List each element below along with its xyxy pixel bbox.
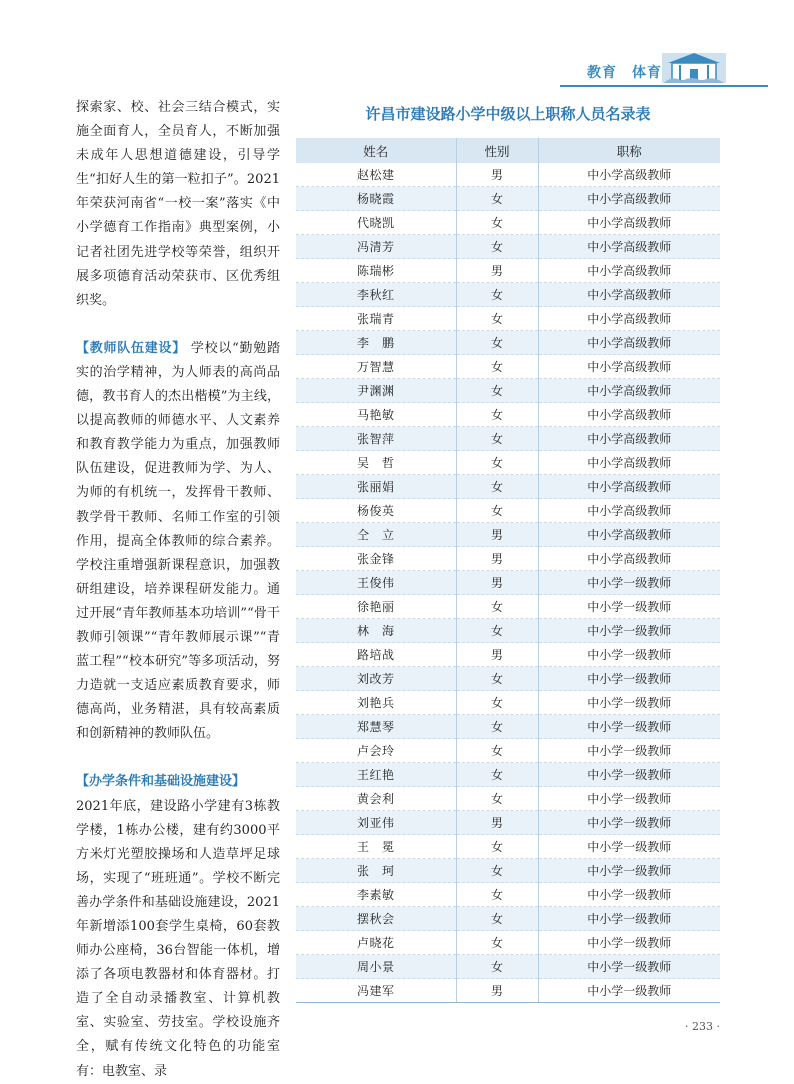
- paragraph-moral-education: 探索家、校、社会三结合模式，实施全面育人，全员育人，不断加强未成年人思想道德建设，引导学生“扣好人生的第一粒扣子”。2021年荣获河南省“一校一案”落实《中小学德育工作指南》典型案例，小记者社团先进学校等荣誉，组织开展多项德育活动荣获市、区优秀组织奖。: [76, 100, 280, 308]
- table-row: [296, 715, 720, 739]
- table-row: [296, 691, 720, 715]
- cell-gender: 女: [456, 931, 538, 955]
- cell-gender: 女: [456, 211, 538, 235]
- cell-name: 摆秋会: [296, 907, 456, 931]
- cell-gender: 女: [456, 667, 538, 691]
- table-row: [296, 379, 720, 403]
- cell-name: 马艳敏: [296, 403, 456, 427]
- cell-title: 中小学一级教师: [538, 883, 720, 907]
- cell-name: 林 海: [296, 619, 456, 643]
- cell-title: 中小学一级教师: [538, 619, 720, 643]
- cell-name: 郑慧琴: [296, 715, 456, 739]
- table-row: [296, 907, 720, 931]
- table-row: [296, 427, 720, 451]
- cell-title: 中小学一级教师: [538, 571, 720, 595]
- section-text-teacher-team: 学校以“勤勉踏实的治学精神，为人师表的高尚品德，教书育人的杰出楷模”为主线，以提高教师的师德水平、人文素养和教育教学能力为重点，加强教师队伍建设，促进教师为学、为人、为师的有机统一，发挥骨干教师、教学骨干教师、名师工作室的引领作用，提高全体教师的综合素养。学校注重增强新课程意识，加强教研组建设，培养课程研发能力。通过开展“青年教师基本功培训”“骨干教师引领课”“青年教师展示课”“青蓝工程”“校本研究”等多项活动，努力造就一支适应素质教育要求，师德高尚，业务精湛，具有较高素质和创新精神的教师队伍。: [76, 340, 280, 742]
- cell-gender: 女: [456, 715, 538, 739]
- table-row: [296, 955, 720, 979]
- cell-gender: 女: [456, 859, 538, 883]
- cell-gender: 女: [456, 499, 538, 523]
- cell-title: 中小学一级教师: [538, 955, 720, 979]
- cell-name: 尹渊渊: [296, 379, 456, 403]
- cell-gender: 男: [456, 523, 538, 547]
- cell-name: 代晓凯: [296, 211, 456, 235]
- section-text-facilities: 2021年底，建设路小学建有3栋教学楼，1栋办公楼，建有约3000平方米灯光塑胶操场和人造草坪足球场，实现了“班班通”。学校不断完善办学条件和基础设施建设，2021年新增添100套学生桌椅，60套教师办公座椅，36台智能一体机，增添了各项电教器材和体育器材。打造了全自动录播教室、计算机教室、实验室、劳技室。学校设施齐全，赋有传统文化特色的功能室有：电教室、录: [76, 798, 280, 1079]
- cell-title: 中小学一级教师: [538, 739, 720, 763]
- cell-name: 黄会利: [296, 787, 456, 811]
- gate-illustration-icon: [662, 47, 726, 83]
- cell-name: 李 鹏: [296, 331, 456, 355]
- body-text-column: [76, 96, 280, 1084]
- cell-title: 中小学一级教师: [538, 979, 720, 1003]
- table-row: [296, 763, 720, 787]
- page-number: · 233 ·: [685, 1020, 720, 1033]
- cell-name: 周小景: [296, 955, 456, 979]
- cell-name: 张瑞青: [296, 307, 456, 331]
- table-row: [296, 595, 720, 619]
- cell-name: 杨晓霞: [296, 187, 456, 211]
- section-title-facilities-line: [76, 770, 280, 794]
- cell-gender: 女: [456, 451, 538, 475]
- table-row: [296, 475, 720, 499]
- cell-title: 中小学高级教师: [538, 379, 720, 403]
- table-row: [296, 547, 720, 571]
- table-row: [296, 571, 720, 595]
- section-title-facilities: 【办学条件和基础设施建设】: [76, 774, 246, 790]
- cell-name: 刘改芳: [296, 667, 456, 691]
- cell-name: 冯清芳: [296, 235, 456, 259]
- cell-title: 中小学一级教师: [538, 931, 720, 955]
- table-body: [296, 163, 720, 1003]
- table-title: 许昌市建设路小学中级以上职称人员名录表: [365, 105, 651, 123]
- cell-title: 中小学高级教师: [538, 499, 720, 523]
- cell-gender: 女: [456, 283, 538, 307]
- cell-gender: 女: [456, 787, 538, 811]
- cell-name: 徐艳丽: [296, 595, 456, 619]
- table-row: [296, 739, 720, 763]
- cell-name: 王红艳: [296, 763, 456, 787]
- cell-name: 张智萍: [296, 427, 456, 451]
- table-row: [296, 787, 720, 811]
- column-header-name: 姓名: [296, 138, 456, 163]
- table-row: [296, 451, 720, 475]
- cell-gender: 男: [456, 547, 538, 571]
- cell-name: 卢会玲: [296, 739, 456, 763]
- table-row: [296, 931, 720, 955]
- table-row: [296, 259, 720, 283]
- table-row: [296, 979, 720, 1003]
- cell-name: 张 珂: [296, 859, 456, 883]
- cell-name: 仝 立: [296, 523, 456, 547]
- section-title-teacher-team: 【教师队伍建设】: [76, 340, 186, 356]
- cell-gender: 男: [456, 811, 538, 835]
- cell-title: 中小学一级教师: [538, 643, 720, 667]
- table-row: [296, 235, 720, 259]
- table-row: [296, 163, 720, 187]
- cell-gender: 女: [456, 739, 538, 763]
- table-row: [296, 403, 720, 427]
- cell-title: 中小学高级教师: [538, 475, 720, 499]
- cell-title: 中小学一级教师: [538, 763, 720, 787]
- cell-title: 中小学一级教师: [538, 859, 720, 883]
- cell-title: 中小学一级教师: [538, 595, 720, 619]
- table-row: [296, 355, 720, 379]
- cell-gender: 女: [456, 619, 538, 643]
- cell-gender: 男: [456, 259, 538, 283]
- cell-title: 中小学高级教师: [538, 523, 720, 547]
- cell-name: 卢晓花: [296, 931, 456, 955]
- cell-title: 中小学一级教师: [538, 667, 720, 691]
- table-row: [296, 811, 720, 835]
- table-row: [296, 643, 720, 667]
- staff-table: [296, 138, 720, 1003]
- cell-gender: 女: [456, 427, 538, 451]
- cell-name: 吴 哲: [296, 451, 456, 475]
- cell-gender: 男: [456, 163, 538, 187]
- cell-title: 中小学高级教师: [538, 235, 720, 259]
- section-header: 教育 体育: [587, 65, 662, 81]
- table-row: [296, 187, 720, 211]
- cell-gender: 女: [456, 835, 538, 859]
- cell-name: 陈瑞彬: [296, 259, 456, 283]
- column-header-gender: 性别: [456, 138, 538, 163]
- table-row: [296, 883, 720, 907]
- cell-title: 中小学一级教师: [538, 715, 720, 739]
- cell-title: 中小学高级教师: [538, 187, 720, 211]
- paragraph-teacher-team: [76, 337, 280, 747]
- cell-name: 张金锋: [296, 547, 456, 571]
- cell-gender: 女: [456, 763, 538, 787]
- cell-gender: 女: [456, 331, 538, 355]
- cell-title: 中小学高级教师: [538, 163, 720, 187]
- cell-title: 中小学高级教师: [538, 331, 720, 355]
- cell-gender: 女: [456, 907, 538, 931]
- cell-gender: 女: [456, 955, 538, 979]
- cell-name: 刘艳兵: [296, 691, 456, 715]
- cell-gender: 男: [456, 571, 538, 595]
- cell-name: 王俊伟: [296, 571, 456, 595]
- cell-name: 王 冕: [296, 835, 456, 859]
- cell-title: 中小学一级教师: [538, 811, 720, 835]
- cell-title: 中小学高级教师: [538, 427, 720, 451]
- cell-gender: 女: [456, 355, 538, 379]
- table-row: [296, 211, 720, 235]
- cell-name: 万智慧: [296, 355, 456, 379]
- cell-title: 中小学一级教师: [538, 787, 720, 811]
- cell-title: 中小学高级教师: [538, 283, 720, 307]
- table-row: [296, 331, 720, 355]
- cell-title: 中小学高级教师: [538, 355, 720, 379]
- cell-title: 中小学高级教师: [538, 211, 720, 235]
- cell-title: 中小学高级教师: [538, 259, 720, 283]
- cell-name: 赵松建: [296, 163, 456, 187]
- table-row: [296, 283, 720, 307]
- cell-name: 刘亚伟: [296, 811, 456, 835]
- cell-gender: 男: [456, 643, 538, 667]
- cell-title: 中小学一级教师: [538, 691, 720, 715]
- cell-gender: 女: [456, 307, 538, 331]
- cell-gender: 女: [456, 187, 538, 211]
- cell-title: 中小学高级教师: [538, 307, 720, 331]
- column-header-title: 职称: [538, 138, 720, 163]
- cell-gender: 女: [456, 235, 538, 259]
- table-header-row: [296, 138, 720, 163]
- cell-title: 中小学一级教师: [538, 907, 720, 931]
- table-row: [296, 307, 720, 331]
- table-row: [296, 523, 720, 547]
- table-row: [296, 859, 720, 883]
- cell-title: 中小学高级教师: [538, 451, 720, 475]
- cell-gender: 女: [456, 403, 538, 427]
- cell-title: 中小学高级教师: [538, 403, 720, 427]
- cell-name: 李素敏: [296, 883, 456, 907]
- table-row: [296, 667, 720, 691]
- cell-title: 中小学高级教师: [538, 547, 720, 571]
- table-row: [296, 499, 720, 523]
- cell-gender: 男: [456, 979, 538, 1003]
- cell-name: 杨俊英: [296, 499, 456, 523]
- cell-name: 冯建军: [296, 979, 456, 1003]
- cell-name: 路培战: [296, 643, 456, 667]
- table-row: [296, 619, 720, 643]
- cell-gender: 女: [456, 595, 538, 619]
- cell-name: 李秋红: [296, 283, 456, 307]
- header-rule: [560, 85, 768, 87]
- cell-gender: 女: [456, 883, 538, 907]
- cell-name: 张丽娟: [296, 475, 456, 499]
- cell-title: 中小学一级教师: [538, 835, 720, 859]
- table-row: [296, 835, 720, 859]
- cell-gender: 女: [456, 475, 538, 499]
- cell-gender: 女: [456, 691, 538, 715]
- cell-gender: 女: [456, 379, 538, 403]
